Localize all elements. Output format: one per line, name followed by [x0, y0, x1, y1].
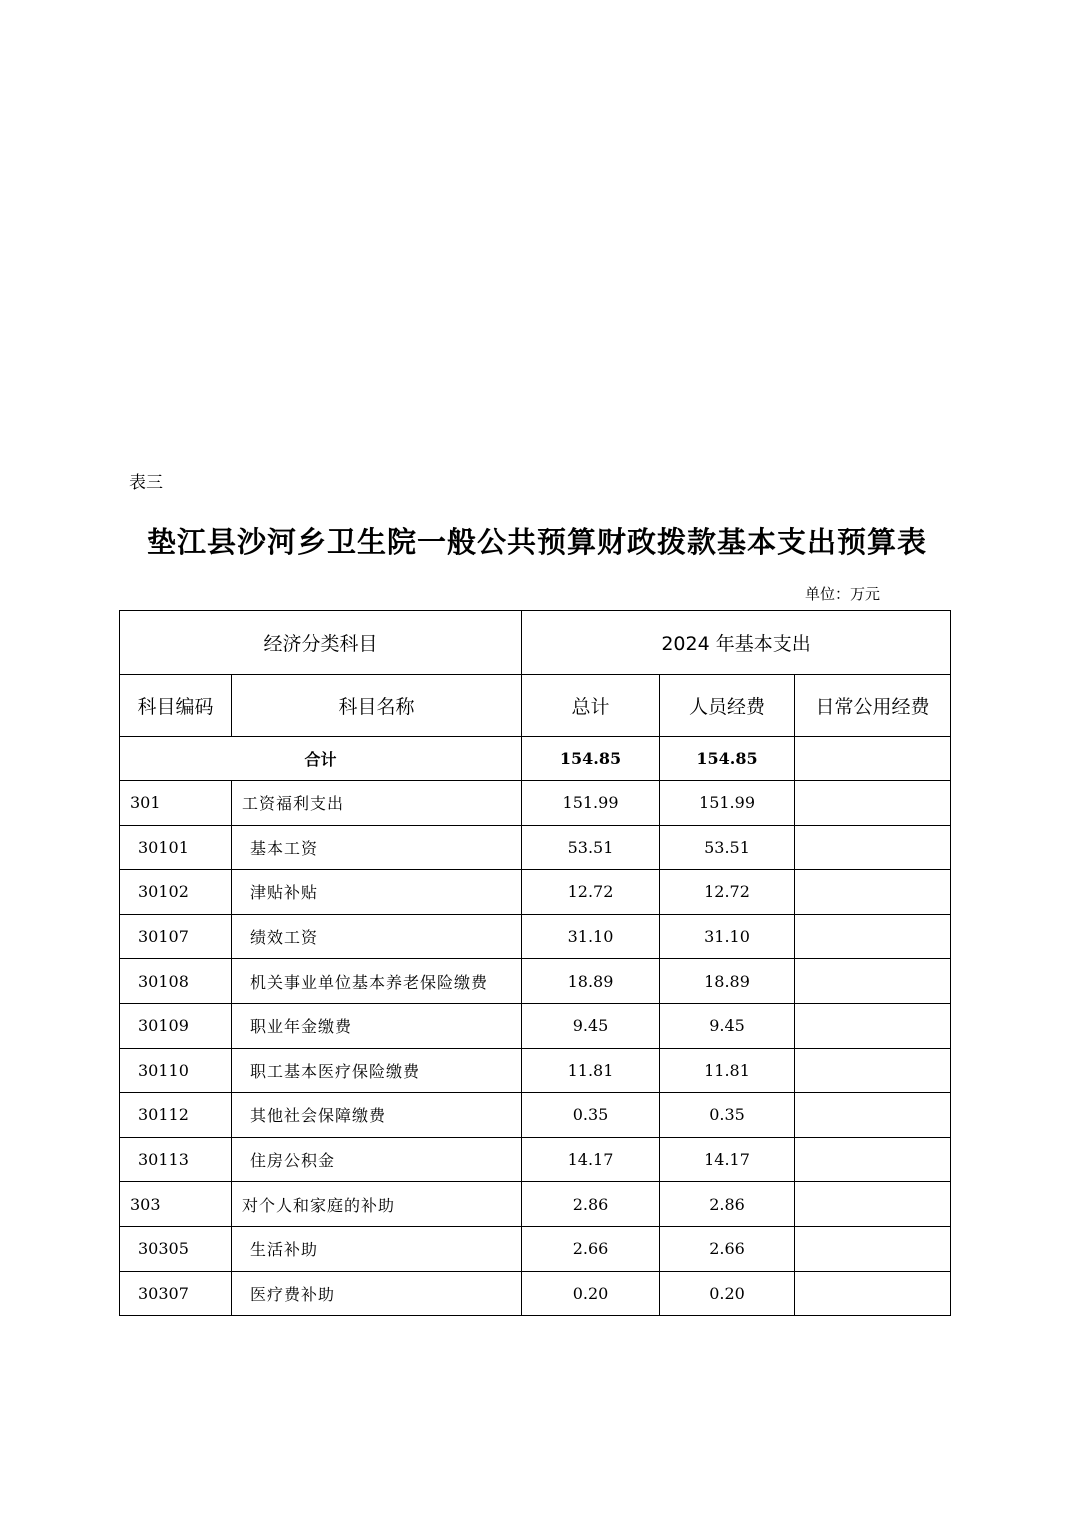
- total-label: 合计: [120, 737, 522, 781]
- row-personnel: 53.51: [660, 825, 795, 870]
- table-row: [120, 914, 951, 959]
- row-total: 53.51: [522, 825, 660, 870]
- header-row-1: [120, 611, 951, 675]
- row-total: 151.99: [522, 781, 660, 826]
- table-row: [120, 959, 951, 1004]
- row-public: [795, 1182, 951, 1227]
- row-personnel: 11.81: [660, 1048, 795, 1093]
- row-code: 30109: [120, 1003, 232, 1048]
- row-code: 30307: [120, 1271, 232, 1316]
- table-row: [120, 870, 951, 915]
- total-public: [795, 737, 951, 781]
- row-code: 30102: [120, 870, 232, 915]
- row-personnel: 2.66: [660, 1226, 795, 1271]
- row-name: 其他社会保障缴费: [232, 1093, 522, 1138]
- row-total: 0.35: [522, 1093, 660, 1138]
- table-row: [120, 1003, 951, 1048]
- header-name: 科目名称: [232, 675, 522, 737]
- row-total: 14.17: [522, 1137, 660, 1182]
- row-code: 30305: [120, 1226, 232, 1271]
- header-public: 日常公用经费: [795, 675, 951, 737]
- total-personnel: 154.85: [660, 737, 795, 781]
- row-public: [795, 1271, 951, 1316]
- total-total: 154.85: [522, 737, 660, 781]
- row-name: 职业年金缴费: [232, 1003, 522, 1048]
- row-personnel: 0.35: [660, 1093, 795, 1138]
- row-total: 2.86: [522, 1182, 660, 1227]
- row-code: 301: [120, 781, 232, 826]
- row-public: [795, 959, 951, 1004]
- row-code: 30107: [120, 914, 232, 959]
- row-personnel: 31.10: [660, 914, 795, 959]
- row-public: [795, 1226, 951, 1271]
- row-name: 生活补助: [232, 1226, 522, 1271]
- row-total: 0.20: [522, 1271, 660, 1316]
- row-total: 12.72: [522, 870, 660, 915]
- row-personnel: 14.17: [660, 1137, 795, 1182]
- row-personnel: 2.86: [660, 1182, 795, 1227]
- header-code: 科目编码: [120, 675, 232, 737]
- total-row: [120, 737, 951, 781]
- row-name: 工资福利支出: [232, 781, 522, 826]
- row-total: 31.10: [522, 914, 660, 959]
- header-total: 总计: [522, 675, 660, 737]
- table-row: [120, 781, 951, 826]
- row-name: 对个人和家庭的补助: [232, 1182, 522, 1227]
- unit-label: 单位：万元: [805, 585, 881, 603]
- row-public: [795, 1137, 951, 1182]
- table-row: [120, 1226, 951, 1271]
- row-total: 11.81: [522, 1048, 660, 1093]
- row-code: 30113: [120, 1137, 232, 1182]
- table-label: 表三: [129, 473, 163, 493]
- row-name: 基本工资: [232, 825, 522, 870]
- row-personnel: 151.99: [660, 781, 795, 826]
- row-public: [795, 870, 951, 915]
- header-personnel: 人员经费: [660, 675, 795, 737]
- row-personnel: 9.45: [660, 1003, 795, 1048]
- header-econ-class: 经济分类科目: [120, 611, 522, 675]
- table-row: [120, 1048, 951, 1093]
- header-row-2: [120, 675, 951, 737]
- header-basic-expense: 2024 年基本支出: [522, 611, 951, 675]
- row-personnel: 0.20: [660, 1271, 795, 1316]
- row-total: 18.89: [522, 959, 660, 1004]
- table-row: [120, 1093, 951, 1138]
- row-name: 住房公积金: [232, 1137, 522, 1182]
- row-name: 津贴补贴: [232, 870, 522, 915]
- budget-table: [119, 610, 951, 1316]
- row-total: 9.45: [522, 1003, 660, 1048]
- row-public: [795, 781, 951, 826]
- row-public: [795, 1003, 951, 1048]
- row-public: [795, 1048, 951, 1093]
- row-public: [795, 1093, 951, 1138]
- row-name: 机关事业单位基本养老保险缴费: [232, 959, 522, 1004]
- row-public: [795, 825, 951, 870]
- row-name: 医疗费补助: [232, 1271, 522, 1316]
- document-title: 垫江县沙河乡卫生院一般公共预算财政拨款基本支出预算表: [146, 525, 927, 559]
- table-row: [120, 825, 951, 870]
- table-row: [120, 1271, 951, 1316]
- row-name: 绩效工资: [232, 914, 522, 959]
- row-code: 30108: [120, 959, 232, 1004]
- table-row: [120, 1137, 951, 1182]
- row-name: 职工基本医疗保险缴费: [232, 1048, 522, 1093]
- row-code: 303: [120, 1182, 232, 1227]
- row-public: [795, 914, 951, 959]
- row-personnel: 12.72: [660, 870, 795, 915]
- row-personnel: 18.89: [660, 959, 795, 1004]
- row-total: 2.66: [522, 1226, 660, 1271]
- table-row: [120, 1182, 951, 1227]
- row-code: 30112: [120, 1093, 232, 1138]
- row-code: 30101: [120, 825, 232, 870]
- row-code: 30110: [120, 1048, 232, 1093]
